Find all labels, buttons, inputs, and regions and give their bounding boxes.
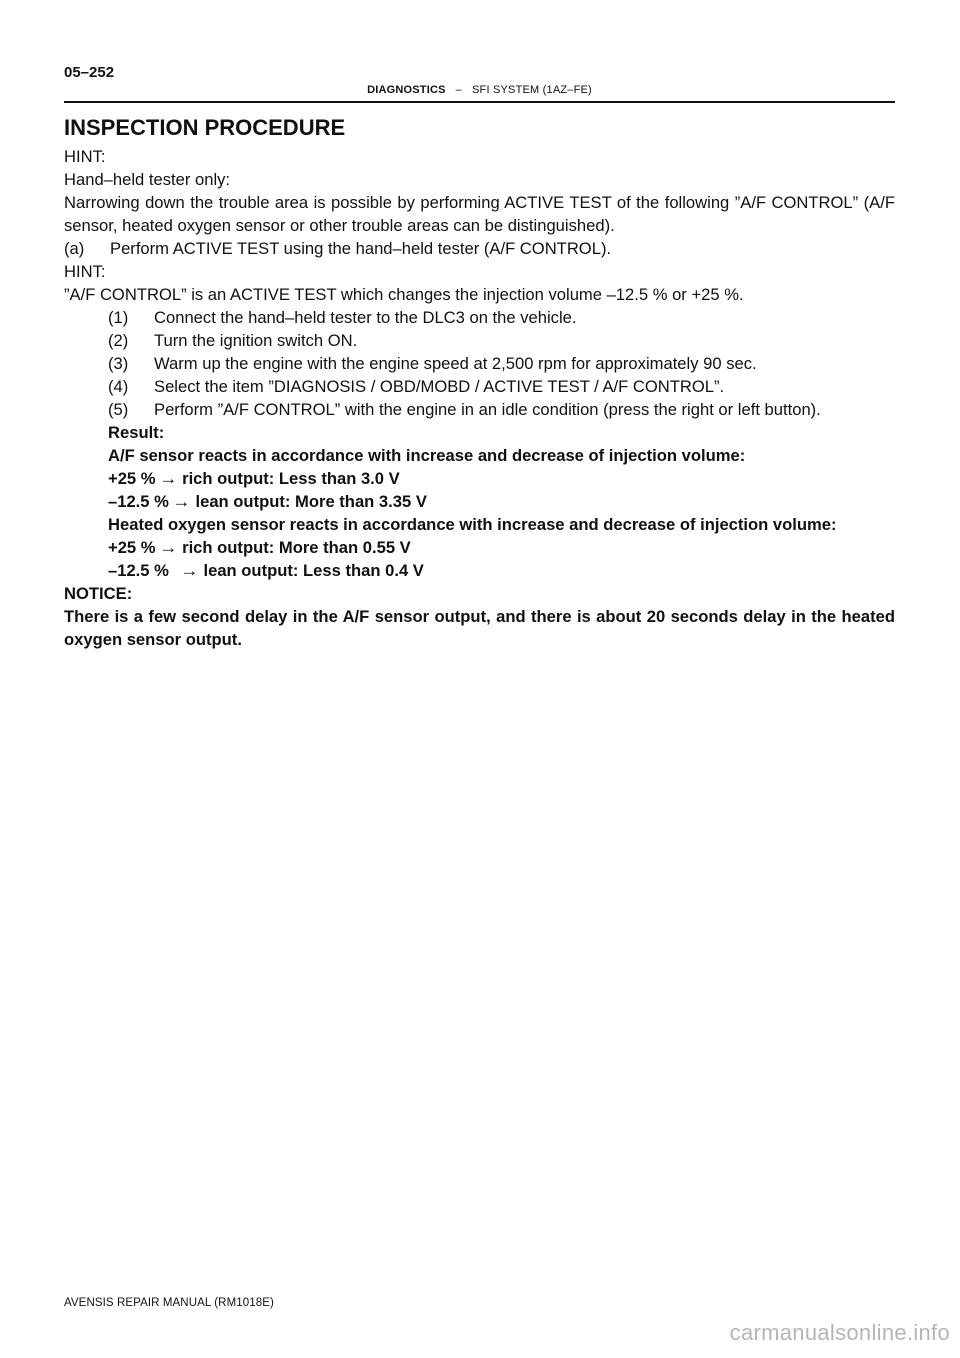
result-label: Result: [108,423,165,442]
notice-text: There is a few second delay in the A/F sensor output, and there is about 20 seconds delay in the heated oxygen sensor output. [64,607,895,649]
page-heading: INSPECTION PROCEDURE [64,115,346,140]
subsection-title: SFI SYSTEM (1AZ–FE) [471,84,592,96]
af-rich-result [64,467,895,490]
af-rich-text: rich output: Less than 3.0 V [182,469,400,488]
substep-3 [64,352,895,375]
hint-label: HINT: [64,147,106,166]
ho2-lean-value: –12.5 % [108,561,169,580]
ho2-lean-result [64,559,895,582]
substep-number: (4) [108,377,129,396]
substep-text: Warm up the engine with the engine speed at 2,500 rpm for approximately 90 sec. [154,354,757,373]
running-head [64,84,895,96]
section-title: DIAGNOSTICS [367,84,446,96]
document-body [64,113,895,651]
substep-5 [64,398,895,421]
substep-text: Perform ”A/F CONTROL” with the engine in an idle condition (press the right or left button). [154,400,821,419]
substep-number: (1) [108,308,129,327]
substep-number: (3) [108,354,129,373]
hint-text-2: ”A/F CONTROL” is an ACTIVE TEST which changes the injection volume –12.5 % or +25 %. [64,285,744,304]
af-sensor-result: A/F sensor reacts in accordance with increase and decrease of injection volume: [108,446,746,465]
hint-label-2: HINT: [64,262,106,281]
hint-line: Hand–held tester only: [64,170,231,189]
step-a [64,237,895,260]
substep-2 [64,329,895,352]
ho2-sensor-result: Heated oxygen sensor reacts in accordance with increase and decrease of injection volume: [108,515,837,534]
substep-text: Turn the ignition switch ON. [154,331,358,350]
step-a-number: (a) [64,239,85,258]
header-dash: – [455,84,462,96]
hint-paragraph: Narrowing down the trouble area is possible by performing ACTIVE TEST of the following ”A/F CONTROL” (A/F sensor, heated oxygen sensor or other trouble areas can be distinguished). [64,193,895,235]
ho2-rich-text: rich output: More than 0.55 V [182,538,411,557]
substep-number: (5) [108,400,129,419]
arrow-icon: → [172,492,191,511]
ho2-rich-value: +25 % [108,538,156,557]
page-number: 05–252 [64,64,115,81]
arrow-icon: → [158,538,177,557]
ho2-lean-text: lean output: Less than 0.4 V [203,561,424,580]
af-lean-value: –12.5 % [108,492,169,511]
notice-label: NOTICE: [64,584,133,603]
substep-number: (2) [108,331,129,350]
arrow-icon: → [158,469,177,488]
footer-manual-title: AVENSIS REPAIR MANUAL (RM1018E) [64,1297,274,1309]
arrow-icon: → [180,561,199,580]
substep-4 [64,375,895,398]
substep-1 [64,306,895,329]
step-a-text: Perform ACTIVE TEST using the hand–held tester (A/F CONTROL). [110,239,612,258]
watermark: carmanualsonline.info [729,1320,950,1345]
substep-text: Connect the hand–held tester to the DLC3 on the vehicle. [154,308,577,327]
ho2-rich-result [64,536,895,559]
substep-text: Select the item ”DIAGNOSIS / OBD/MOBD / ACTIVE TEST / A/F CONTROL”. [154,377,725,396]
af-lean-text: lean output: More than 3.35 V [195,492,427,511]
header-rule [64,101,895,103]
af-rich-value: +25 % [108,469,156,488]
af-lean-result [64,490,895,513]
